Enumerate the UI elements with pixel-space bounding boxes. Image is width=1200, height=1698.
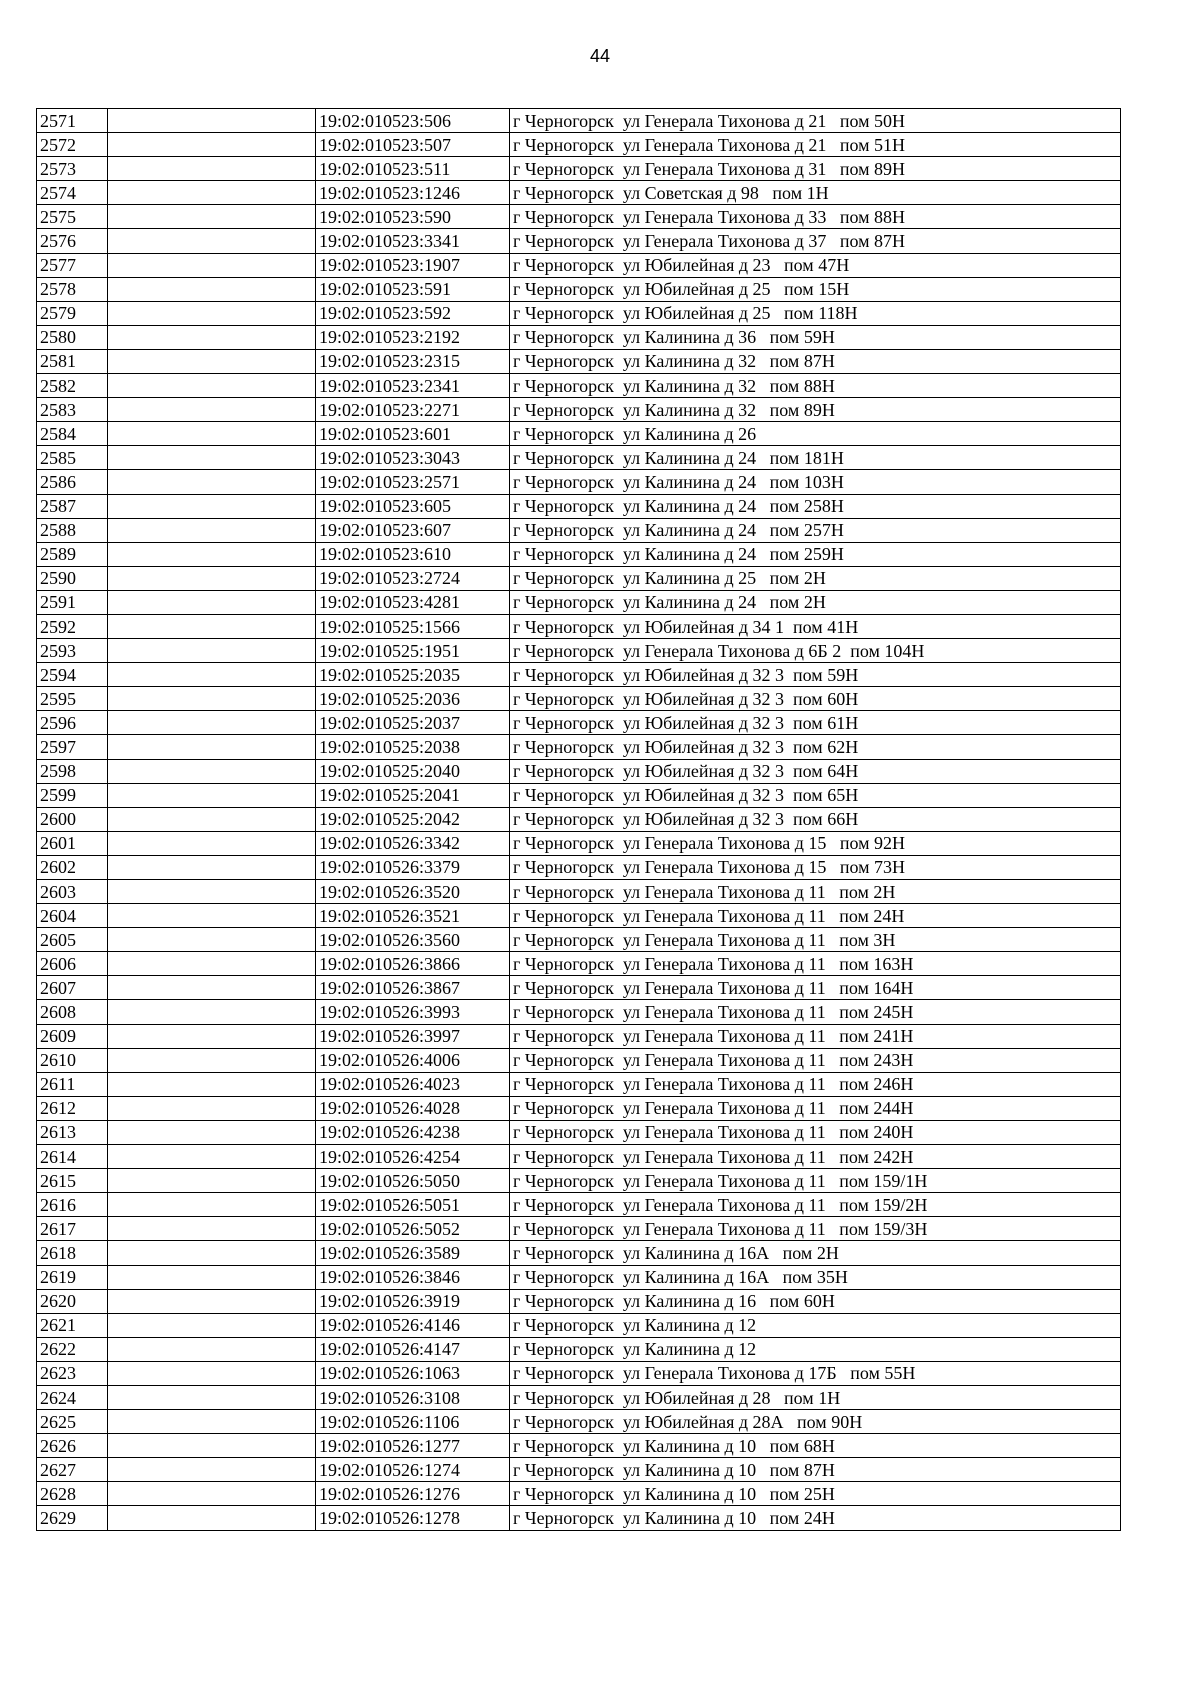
table-row: [37, 1482, 1121, 1506]
address-cell: г Черногорск ул Генерала Тихонова д 37 пом 87Н: [510, 229, 1121, 253]
address-cell: г Черногорск ул Юбилейная д 32 3 пом 62Н: [510, 735, 1121, 759]
table-row: [37, 1313, 1121, 1337]
cadastral-number-cell: 19:02:010523:2271: [316, 398, 510, 422]
empty-cell: [108, 398, 316, 422]
empty-cell: [108, 831, 316, 855]
row-number-cell: 2605: [37, 928, 108, 952]
row-number-cell: 2593: [37, 639, 108, 663]
table-row: [37, 1120, 1121, 1144]
empty-cell: [108, 1385, 316, 1409]
address-cell: г Черногорск ул Калинина д 12: [510, 1337, 1121, 1361]
row-number-cell: 2597: [37, 735, 108, 759]
empty-cell: [108, 1241, 316, 1265]
table-row: [37, 1361, 1121, 1385]
empty-cell: [108, 253, 316, 277]
empty-cell: [108, 590, 316, 614]
table-row: [37, 590, 1121, 614]
address-cell: г Черногорск ул Генерала Тихонова д 33 пом 88Н: [510, 205, 1121, 229]
cadastral-number-cell: 19:02:010526:4146: [316, 1313, 510, 1337]
empty-cell: [108, 494, 316, 518]
address-cell: г Черногорск ул Калинина д 36 пом 59Н: [510, 325, 1121, 349]
empty-cell: [108, 904, 316, 928]
address-cell: г Черногорск ул Калинина д 16А пом 35Н: [510, 1265, 1121, 1289]
row-number-cell: 2610: [37, 1048, 108, 1072]
cadastral-number-cell: 19:02:010523:605: [316, 494, 510, 518]
cadastral-number-cell: 19:02:010525:1566: [316, 614, 510, 638]
address-cell: г Черногорск ул Генерала Тихонова д 11 пом 245Н: [510, 1000, 1121, 1024]
row-number-cell: 2588: [37, 518, 108, 542]
table-row: [37, 301, 1121, 325]
row-number-cell: 2599: [37, 783, 108, 807]
address-cell: г Черногорск ул Генерала Тихонова д 11 пом 244Н: [510, 1096, 1121, 1120]
empty-cell: [108, 952, 316, 976]
table-row: [37, 904, 1121, 928]
empty-cell: [108, 1217, 316, 1241]
cadastral-number-cell: 19:02:010525:2040: [316, 759, 510, 783]
cadastral-number-cell: 19:02:010523:2192: [316, 325, 510, 349]
address-cell: г Черногорск ул Юбилейная д 32 3 пом 64Н: [510, 759, 1121, 783]
empty-cell: [108, 1410, 316, 1434]
row-number-cell: 2625: [37, 1410, 108, 1434]
cadastral-number-cell: 19:02:010526:3867: [316, 976, 510, 1000]
cadastral-number-cell: 19:02:010526:5051: [316, 1193, 510, 1217]
row-number-cell: 2596: [37, 711, 108, 735]
table-row: [37, 807, 1121, 831]
cadastral-number-cell: 19:02:010525:2042: [316, 807, 510, 831]
cadastral-number-cell: 19:02:010525:2037: [316, 711, 510, 735]
row-number-cell: 2583: [37, 398, 108, 422]
table-row: [37, 398, 1121, 422]
table-row: [37, 518, 1121, 542]
empty-cell: [108, 1145, 316, 1169]
table-row: [37, 229, 1121, 253]
row-number-cell: 2577: [37, 253, 108, 277]
address-cell: г Черногорск ул Калинина д 26: [510, 422, 1121, 446]
row-number-cell: 2623: [37, 1361, 108, 1385]
row-number-cell: 2589: [37, 542, 108, 566]
table-row: [37, 1193, 1121, 1217]
table-row: [37, 855, 1121, 879]
address-cell: г Черногорск ул Генерала Тихонова д 6Б 2 пом 104Н: [510, 639, 1121, 663]
table-row: [37, 470, 1121, 494]
row-number-cell: 2602: [37, 855, 108, 879]
empty-cell: [108, 1000, 316, 1024]
cadastral-number-cell: 19:02:010526:3993: [316, 1000, 510, 1024]
cadastral-number-cell: 19:02:010523:506: [316, 109, 510, 133]
page-number: 44: [589, 46, 611, 66]
address-cell: г Черногорск ул Юбилейная д 28А пом 90Н: [510, 1410, 1121, 1434]
address-cell: г Черногорск ул Калинина д 10 пом 24Н: [510, 1506, 1121, 1530]
address-cell: г Черногорск ул Калинина д 32 пом 88Н: [510, 374, 1121, 398]
empty-cell: [108, 1169, 316, 1193]
cadastral-number-cell: 19:02:010526:1278: [316, 1506, 510, 1530]
table-row: [37, 711, 1121, 735]
row-number-cell: 2578: [37, 277, 108, 301]
address-cell: г Черногорск ул Юбилейная д 23 пом 47Н: [510, 253, 1121, 277]
cadastral-number-cell: 19:02:010526:3589: [316, 1241, 510, 1265]
empty-cell: [108, 349, 316, 373]
cadastral-number-cell: 19:02:010526:5050: [316, 1169, 510, 1193]
cadastral-number-cell: 19:02:010526:1063: [316, 1361, 510, 1385]
table-row: [37, 1169, 1121, 1193]
cadastral-number-cell: 19:02:010523:2724: [316, 566, 510, 590]
cadastral-number-cell: 19:02:010523:3341: [316, 229, 510, 253]
cadastral-number-cell: 19:02:010526:4023: [316, 1072, 510, 1096]
row-number-cell: 2584: [37, 422, 108, 446]
empty-cell: [108, 1482, 316, 1506]
row-number-cell: 2613: [37, 1120, 108, 1144]
cadastral-number-cell: 19:02:010523:1907: [316, 253, 510, 277]
cadastral-number-cell: 19:02:010526:3919: [316, 1289, 510, 1313]
cadastral-number-cell: 19:02:010523:2341: [316, 374, 510, 398]
address-cell: г Черногорск ул Генерала Тихонова д 11 пом 159/2Н: [510, 1193, 1121, 1217]
cadastral-number-cell: 19:02:010523:4281: [316, 590, 510, 614]
table-row: [37, 663, 1121, 687]
empty-cell: [108, 374, 316, 398]
table-row: [37, 783, 1121, 807]
cadastral-number-cell: 19:02:010523:3043: [316, 446, 510, 470]
cadastral-number-cell: 19:02:010526:3866: [316, 952, 510, 976]
cadastral-number-cell: 19:02:010525:1951: [316, 639, 510, 663]
row-number-cell: 2574: [37, 181, 108, 205]
table-row: [37, 928, 1121, 952]
row-number-cell: 2604: [37, 904, 108, 928]
empty-cell: [108, 614, 316, 638]
empty-cell: [108, 783, 316, 807]
row-number-cell: 2621: [37, 1313, 108, 1337]
table-row: [37, 325, 1121, 349]
cadastral-number-cell: 19:02:010526:4147: [316, 1337, 510, 1361]
row-number-cell: 2608: [37, 1000, 108, 1024]
address-cell: г Черногорск ул Калинина д 24 пом 258Н: [510, 494, 1121, 518]
address-cell: г Черногорск ул Калинина д 12: [510, 1313, 1121, 1337]
empty-cell: [108, 566, 316, 590]
row-number-cell: 2616: [37, 1193, 108, 1217]
row-number-cell: 2614: [37, 1145, 108, 1169]
row-number-cell: 2618: [37, 1241, 108, 1265]
table-row: [37, 374, 1121, 398]
cadastral-number-cell: 19:02:010526:4254: [316, 1145, 510, 1169]
row-number-cell: 2590: [37, 566, 108, 590]
empty-cell: [108, 1193, 316, 1217]
address-cell: г Черногорск ул Генерала Тихонова д 11 пом 159/1Н: [510, 1169, 1121, 1193]
cadastral-number-cell: 19:02:010526:1274: [316, 1458, 510, 1482]
row-number-cell: 2594: [37, 663, 108, 687]
row-number-cell: 2612: [37, 1096, 108, 1120]
empty-cell: [108, 446, 316, 470]
cadastral-number-cell: 19:02:010526:1106: [316, 1410, 510, 1434]
table-row: [37, 205, 1121, 229]
empty-cell: [108, 687, 316, 711]
table-row: [37, 1506, 1121, 1530]
cadastral-number-cell: 19:02:010525:2038: [316, 735, 510, 759]
empty-cell: [108, 880, 316, 904]
table-row: [37, 614, 1121, 638]
address-cell: г Черногорск ул Генерала Тихонова д 15 пом 92Н: [510, 831, 1121, 855]
table-row: [37, 1337, 1121, 1361]
cadastral-number-cell: 19:02:010526:1277: [316, 1434, 510, 1458]
cadastral-number-cell: 19:02:010526:3108: [316, 1385, 510, 1409]
empty-cell: [108, 422, 316, 446]
address-cell: г Черногорск ул Калинина д 24 пом 181Н: [510, 446, 1121, 470]
table-row: [37, 1385, 1121, 1409]
address-cell: г Черногорск ул Генерала Тихонова д 11 пом 159/3Н: [510, 1217, 1121, 1241]
cadastral-number-cell: 19:02:010523:511: [316, 157, 510, 181]
table-row: [37, 157, 1121, 181]
empty-cell: [108, 157, 316, 181]
table-row: [37, 566, 1121, 590]
address-cell: г Черногорск ул Генерала Тихонова д 11 пом 240Н: [510, 1120, 1121, 1144]
table-row: [37, 735, 1121, 759]
table-row: [37, 880, 1121, 904]
table-row: [37, 1024, 1121, 1048]
empty-cell: [108, 1313, 316, 1337]
row-number-cell: 2600: [37, 807, 108, 831]
address-cell: г Черногорск ул Генерала Тихонова д 31 пом 89Н: [510, 157, 1121, 181]
row-number-cell: 2617: [37, 1217, 108, 1241]
table-row: [37, 253, 1121, 277]
row-number-cell: 2580: [37, 325, 108, 349]
address-cell: г Черногорск ул Юбилейная д 25 пом 118Н: [510, 301, 1121, 325]
cadastral-number-cell: 19:02:010523:592: [316, 301, 510, 325]
empty-cell: [108, 1120, 316, 1144]
cadastral-number-cell: 19:02:010523:2315: [316, 349, 510, 373]
cadastral-number-cell: 19:02:010523:590: [316, 205, 510, 229]
cadastral-number-cell: 19:02:010526:3520: [316, 880, 510, 904]
table-row: [37, 976, 1121, 1000]
empty-cell: [108, 1265, 316, 1289]
row-number-cell: 2579: [37, 301, 108, 325]
empty-cell: [108, 976, 316, 1000]
address-cell: г Черногорск ул Юбилейная д 32 3 пом 65Н: [510, 783, 1121, 807]
empty-cell: [108, 1096, 316, 1120]
table-row: [37, 133, 1121, 157]
empty-cell: [108, 181, 316, 205]
cadastral-number-cell: 19:02:010525:2041: [316, 783, 510, 807]
empty-cell: [108, 855, 316, 879]
row-number-cell: 2609: [37, 1024, 108, 1048]
row-number-cell: 2591: [37, 590, 108, 614]
cadastral-number-cell: 19:02:010526:4238: [316, 1120, 510, 1144]
row-number-cell: 2603: [37, 880, 108, 904]
cadastral-number-cell: 19:02:010523:1246: [316, 181, 510, 205]
table-row: [37, 1458, 1121, 1482]
address-cell: г Черногорск ул Юбилейная д 32 3 пом 60Н: [510, 687, 1121, 711]
empty-cell: [108, 735, 316, 759]
address-cell: г Черногорск ул Калинина д 24 пом 257Н: [510, 518, 1121, 542]
table-row: [37, 1265, 1121, 1289]
cadastral-number-cell: 19:02:010526:3997: [316, 1024, 510, 1048]
address-cell: г Черногорск ул Юбилейная д 34 1 пом 41Н: [510, 614, 1121, 638]
row-number-cell: 2595: [37, 687, 108, 711]
table-row: [37, 1000, 1121, 1024]
address-cell: г Черногорск ул Генерала Тихонова д 15 пом 73Н: [510, 855, 1121, 879]
row-number-cell: 2619: [37, 1265, 108, 1289]
table-row: [37, 1217, 1121, 1241]
address-cell: г Черногорск ул Калинина д 24 пом 103Н: [510, 470, 1121, 494]
row-number-cell: 2571: [37, 109, 108, 133]
row-number-cell: 2587: [37, 494, 108, 518]
cadastral-number-cell: 19:02:010526:3379: [316, 855, 510, 879]
table-row: [37, 759, 1121, 783]
table-row: [37, 639, 1121, 663]
table-row: [37, 181, 1121, 205]
table-row: [37, 109, 1121, 133]
empty-cell: [108, 205, 316, 229]
address-cell: г Черногорск ул Генерала Тихонова д 21 пом 50Н: [510, 109, 1121, 133]
row-number-cell: 2601: [37, 831, 108, 855]
table-row: [37, 422, 1121, 446]
address-cell: г Черногорск ул Советская д 98 пом 1Н: [510, 181, 1121, 205]
empty-cell: [108, 1048, 316, 1072]
cadastral-number-cell: 19:02:010523:610: [316, 542, 510, 566]
cadastral-number-cell: 19:02:010523:607: [316, 518, 510, 542]
row-number-cell: 2627: [37, 1458, 108, 1482]
address-cell: г Черногорск ул Юбилейная д 32 3 пом 61Н: [510, 711, 1121, 735]
cadastral-number-cell: 19:02:010526:3846: [316, 1265, 510, 1289]
row-number-cell: 2607: [37, 976, 108, 1000]
cadastral-number-cell: 19:02:010526:4006: [316, 1048, 510, 1072]
table-row: [37, 1434, 1121, 1458]
row-number-cell: 2620: [37, 1289, 108, 1313]
table-row: [37, 1072, 1121, 1096]
address-cell: г Черногорск ул Генерала Тихонова д 11 пом 24Н: [510, 904, 1121, 928]
empty-cell: [108, 229, 316, 253]
row-number-cell: 2615: [37, 1169, 108, 1193]
row-number-cell: 2576: [37, 229, 108, 253]
row-number-cell: 2585: [37, 446, 108, 470]
table-row: [37, 1145, 1121, 1169]
empty-cell: [108, 759, 316, 783]
row-number-cell: 2575: [37, 205, 108, 229]
address-cell: г Черногорск ул Калинина д 32 пом 89Н: [510, 398, 1121, 422]
address-cell: г Черногорск ул Калинина д 16 пом 60Н: [510, 1289, 1121, 1313]
table-row: [37, 1096, 1121, 1120]
address-cell: г Черногорск ул Генерала Тихонова д 17Б пом 55Н: [510, 1361, 1121, 1385]
empty-cell: [108, 1361, 316, 1385]
row-number-cell: 2622: [37, 1337, 108, 1361]
empty-cell: [108, 663, 316, 687]
address-cell: г Черногорск ул Генерала Тихонова д 11 пом 242Н: [510, 1145, 1121, 1169]
empty-cell: [108, 1289, 316, 1313]
address-cell: г Черногорск ул Генерала Тихонова д 11 пом 3Н: [510, 928, 1121, 952]
empty-cell: [108, 1072, 316, 1096]
row-number-cell: 2572: [37, 133, 108, 157]
empty-cell: [108, 1024, 316, 1048]
address-cell: г Черногорск ул Калинина д 24 пом 2Н: [510, 590, 1121, 614]
empty-cell: [108, 301, 316, 325]
address-cell: г Черногорск ул Генерала Тихонова д 21 пом 51Н: [510, 133, 1121, 157]
address-cell: г Черногорск ул Генерала Тихонова д 11 пом 163Н: [510, 952, 1121, 976]
address-cell: г Черногорск ул Юбилейная д 25 пом 15Н: [510, 277, 1121, 301]
table-row: [37, 494, 1121, 518]
empty-cell: [108, 1506, 316, 1530]
address-cell: г Черногорск ул Калинина д 24 пом 259Н: [510, 542, 1121, 566]
address-cell: г Черногорск ул Юбилейная д 28 пом 1Н: [510, 1385, 1121, 1409]
table-row: [37, 1410, 1121, 1434]
empty-cell: [108, 470, 316, 494]
address-cell: г Черногорск ул Генерала Тихонова д 11 пом 243Н: [510, 1048, 1121, 1072]
registry-table-body: [37, 109, 1121, 1531]
empty-cell: [108, 1434, 316, 1458]
registry-table: [36, 108, 1121, 1531]
row-number-cell: 2573: [37, 157, 108, 181]
empty-cell: [108, 109, 316, 133]
row-number-cell: 2626: [37, 1434, 108, 1458]
empty-cell: [108, 277, 316, 301]
empty-cell: [108, 325, 316, 349]
address-cell: г Черногорск ул Генерала Тихонова д 11 пом 164Н: [510, 976, 1121, 1000]
table-row: [37, 446, 1121, 470]
row-number-cell: 2582: [37, 374, 108, 398]
cadastral-number-cell: 19:02:010526:5052: [316, 1217, 510, 1241]
cadastral-number-cell: 19:02:010526:3342: [316, 831, 510, 855]
row-number-cell: 2586: [37, 470, 108, 494]
row-number-cell: 2606: [37, 952, 108, 976]
cadastral-number-cell: 19:02:010523:507: [316, 133, 510, 157]
empty-cell: [108, 133, 316, 157]
table-row: [37, 952, 1121, 976]
table-row: [37, 687, 1121, 711]
address-cell: г Черногорск ул Калинина д 10 пом 68Н: [510, 1434, 1121, 1458]
table-row: [37, 1048, 1121, 1072]
table-row: [37, 277, 1121, 301]
empty-cell: [108, 518, 316, 542]
cadastral-number-cell: 19:02:010526:3560: [316, 928, 510, 952]
cadastral-number-cell: 19:02:010526:1276: [316, 1482, 510, 1506]
address-cell: г Черногорск ул Калинина д 32 пом 87Н: [510, 349, 1121, 373]
empty-cell: [108, 807, 316, 831]
address-cell: г Черногорск ул Юбилейная д 32 3 пом 59Н: [510, 663, 1121, 687]
table-row: [37, 1241, 1121, 1265]
row-number-cell: 2628: [37, 1482, 108, 1506]
cadastral-number-cell: 19:02:010525:2035: [316, 663, 510, 687]
address-cell: г Черногорск ул Генерала Тихонова д 11 пом 246Н: [510, 1072, 1121, 1096]
cadastral-number-cell: 19:02:010523:2571: [316, 470, 510, 494]
cadastral-number-cell: 19:02:010526:3521: [316, 904, 510, 928]
cadastral-number-cell: 19:02:010523:601: [316, 422, 510, 446]
empty-cell: [108, 542, 316, 566]
cadastral-number-cell: 19:02:010526:4028: [316, 1096, 510, 1120]
row-number-cell: 2624: [37, 1385, 108, 1409]
empty-cell: [108, 639, 316, 663]
address-cell: г Черногорск ул Генерала Тихонова д 11 пом 241Н: [510, 1024, 1121, 1048]
empty-cell: [108, 928, 316, 952]
cadastral-number-cell: 19:02:010525:2036: [316, 687, 510, 711]
row-number-cell: 2598: [37, 759, 108, 783]
address-cell: г Черногорск ул Калинина д 16А пом 2Н: [510, 1241, 1121, 1265]
address-cell: г Черногорск ул Калинина д 10 пом 87Н: [510, 1458, 1121, 1482]
address-cell: г Черногорск ул Генерала Тихонова д 11 пом 2Н: [510, 880, 1121, 904]
table-row: [37, 349, 1121, 373]
address-cell: г Черногорск ул Юбилейная д 32 3 пом 66Н: [510, 807, 1121, 831]
empty-cell: [108, 1458, 316, 1482]
table-row: [37, 542, 1121, 566]
table-row: [37, 1289, 1121, 1313]
empty-cell: [108, 1337, 316, 1361]
address-cell: г Черногорск ул Калинина д 10 пом 25Н: [510, 1482, 1121, 1506]
row-number-cell: 2611: [37, 1072, 108, 1096]
table-row: [37, 831, 1121, 855]
row-number-cell: 2581: [37, 349, 108, 373]
empty-cell: [108, 711, 316, 735]
row-number-cell: 2592: [37, 614, 108, 638]
cadastral-number-cell: 19:02:010523:591: [316, 277, 510, 301]
address-cell: г Черногорск ул Калинина д 25 пом 2Н: [510, 566, 1121, 590]
row-number-cell: 2629: [37, 1506, 108, 1530]
